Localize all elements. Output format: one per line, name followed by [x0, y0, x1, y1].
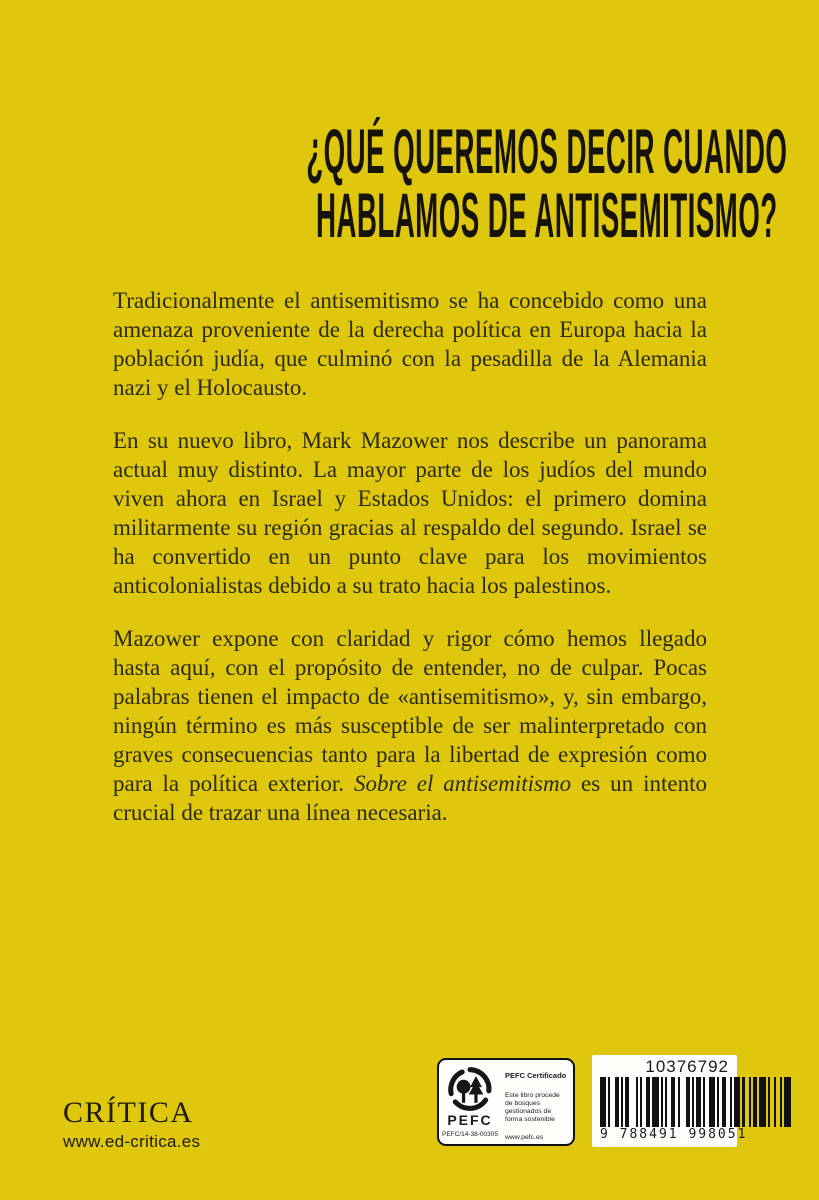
book-title-mention: Sobre el antisemitismo: [353, 771, 572, 796]
pefc-trees-icon: [447, 1066, 493, 1112]
publisher-logo: CRÍTICA: [63, 1096, 194, 1129]
synopsis-paragraph-2: En su nuevo libro, Mark Mazower nos describe un panorama actual muy distinto. La mayor parte de los judíos del mundo viven ahora en Israel y Estados Unidos: el primero domina militarmente su región gracias al respaldo del segundo. Israel se ha convertido en un punto clave para los movimientos anticolonialistas debido a su trato hacia los palestinos.: [113, 428, 707, 598]
pefc-logo-text: PEFC: [447, 1112, 493, 1128]
publisher-website: www.ed-critica.es: [63, 1132, 201, 1151]
pefc-license-number: PEFC/14-38-00305: [441, 1131, 498, 1138]
synopsis-text: [113, 286, 707, 827]
barcode-top-number: 10376792: [645, 1057, 729, 1076]
barcode-block: [592, 1055, 748, 1147]
pefc-certified-label: PEFC Certificado: [505, 1071, 567, 1080]
synopsis-paragraph-3: [113, 624, 707, 827]
page-title: [0, 117, 819, 251]
title-line-1: ¿QUÉ QUEREMOS DECIR CUANDO: [306, 117, 788, 187]
paragraph-3-tail: es un intento crucial de trazar una línea necesaria.: [113, 771, 708, 825]
pefc-logo-column: [439, 1060, 501, 1144]
title-line-2: HABLAMOS DE ANTISEMITISMO?: [315, 181, 778, 251]
barcode-ean-digits: 9 788491 998051: [600, 1127, 748, 1142]
pefc-text-column: [501, 1060, 573, 1144]
paragraph-3-lead: Mazower expone con claridad y rigor cómo hemos llegado hasta aquí, con el propósito de entender, no de culpar. Pocas palabras tienen el impacto de «antisemitismo», y, sin embargo, ningún término es más susceptible de ser malinterpretado con graves consecuencias tanto para la libertad de expresión como para la política exterior.: [113, 626, 707, 796]
synopsis-paragraph-1: Tradicionalmente el antisemitismo se ha concebido como una amenaza proveniente de la derecha política en Europa hacia la población judía, que culminó con la pesadilla de la Alemania nazi y el Holocausto.: [113, 288, 707, 400]
publisher-block: [63, 1098, 200, 1150]
pefc-website: www.pefc.es: [505, 1134, 544, 1141]
barcode-bars: [600, 1077, 729, 1127]
pefc-certification-box: [437, 1058, 575, 1146]
pefc-description: Este libro procede de bosques gestionados de forma sostenible: [505, 1092, 560, 1123]
